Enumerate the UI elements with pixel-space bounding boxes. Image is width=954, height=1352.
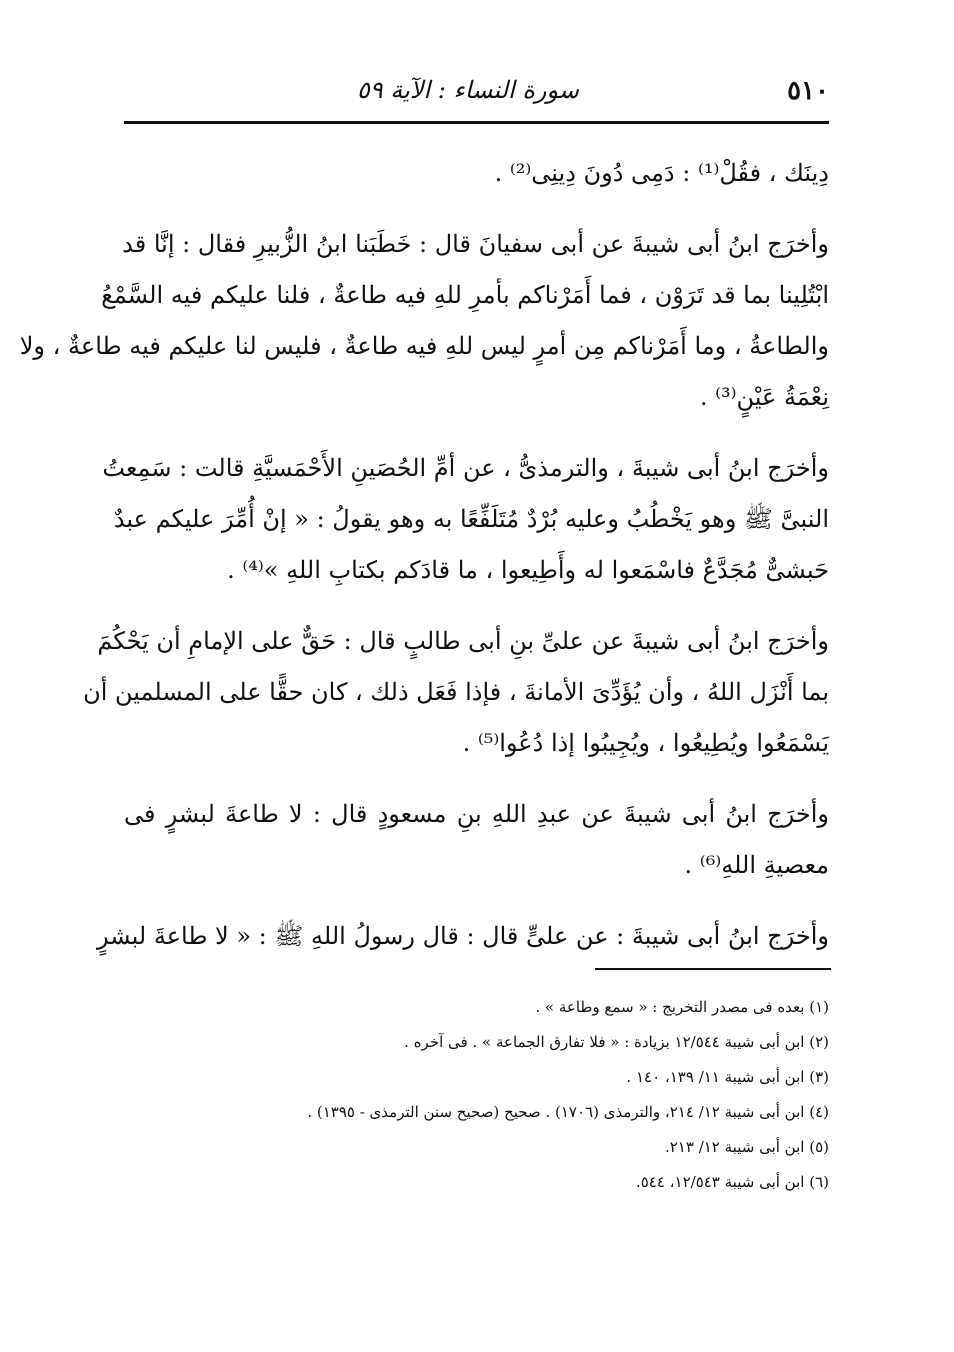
footnote: (٤) ابن أبى شيبة ١٢/ ٢١٤، والترمذى (١٧٠٦) . صحيح (صحيح سنن الترمذى - ١٣٩٥) . [307,1103,829,1121]
text-line: بما أَنْزَل اللهُ ، وأن يُؤَدِّىَ الأمانةَ ، فإذا فَعَل ذلك ، كان حقًّا على المسلمين أن [83,678,829,706]
text-line: وأخرَج ابنُ أبى شيبةَ عن عبدِ اللهِ بنِ مسعودٍ قال : لا طاعةَ لبشرٍ فى [124,800,829,828]
footnotes [124,990,829,1200]
paragraph [102,443,829,596]
footnote-separator [595,968,831,970]
paragraph [124,789,829,891]
text-line: وأخرَج ابنُ أبى شيبةَ عن أبى سفيانَ قال : خَطَبَنا ابنُ الزُّبيرِ فقال : إنَّا قد [122,230,829,258]
text-line: يَسْمَعُوا ويُطِيعُوا ، ويُجِيبُوا إذا دُعُوا⁽⁵⁾ . [462,729,829,757]
text-line: ابْتُلِينا بما قد تَرَوْن ، فما أَمَرْناكم بأمرِ للهِ فيه طاعةٌ ، فلنا عليكم فيه السَّمْعُ [101,281,829,309]
paragraph [83,616,829,769]
text-line: والطاعةُ ، وما أَمَرْناكم مِن أمرٍ ليس للهِ فيه طاعةٌ ، فليس لنا عليكم فيه طاعةٌ ، ولا [19,332,829,360]
paragraph [96,911,829,962]
page-number: ٥١٠ [787,76,829,106]
footnote: (٦) ابن أبى شيبة ١٢/٥٤٣، ٥٤٤. [635,1173,829,1191]
text-line: نِعْمَةُ عَيْنٍ⁽³⁾ . [699,383,829,411]
footnote: (٢) ابن أبى شيبة ١٢/٥٤٤ بزيادة : « فلا تفارق الجماعة » . فى آخره . [404,1033,829,1051]
running-title: سورة النساء : الآية ٥٩ [356,76,579,104]
footnote: (٣) ابن أبى شيبة ١١/ ١٣٩، ١٤٠ . [626,1068,829,1086]
text-line: حَبشىٌّ مُجَدَّعٌ فاسْمَعوا له وأَطِيعوا ، ما قادَكم بكتابِ اللهِ »⁽⁴⁾ . [227,556,829,584]
text-line: النبىَّ ﷺ وهو يَخْطُبُ وعليه بُرْدٌ مُتَلَفِّعًا به وهو يقولُ : « إنْ أُمِّرَ عليكم عبدٌ [113,505,829,533]
text-line: وأخرَج ابنُ أبى شيبةَ : عن علىٍّ قال : قال رسولُ اللهِ ﷺ : « لا طاعةَ لبشرٍ [96,922,829,950]
paragraph [19,219,829,423]
main-text [19,148,829,982]
page-header [124,70,829,114]
footnote: (١) بعده فى مصدر التخريج : « سمع وطاعة » . [535,998,829,1016]
text-line: دِينَك ، فقُلْ⁽¹⁾ : دَمِى دُونَ دِينِى⁽²⁾ . [494,159,829,187]
footnote: (٥) ابن أبى شيبة ١٢/ ٢١٣. [664,1138,829,1156]
header-rule [124,121,829,124]
text-line: وأخرَج ابنُ أبى شيبةَ ، والترمذىُّ ، عن أمِّ الحُصَينِ الأَحْمَسيَّةِ قالت : سَمِعتُ [102,454,829,482]
paragraph [124,148,829,199]
text-line: وأخرَج ابنُ أبى شيبةَ عن علىِّ بنِ أبى طالبٍ قال : حَقٌّ على الإمامِ أن يَحْكُمَ [97,627,829,655]
text-line: معصيةِ اللهِ⁽⁶⁾ . [684,851,829,879]
